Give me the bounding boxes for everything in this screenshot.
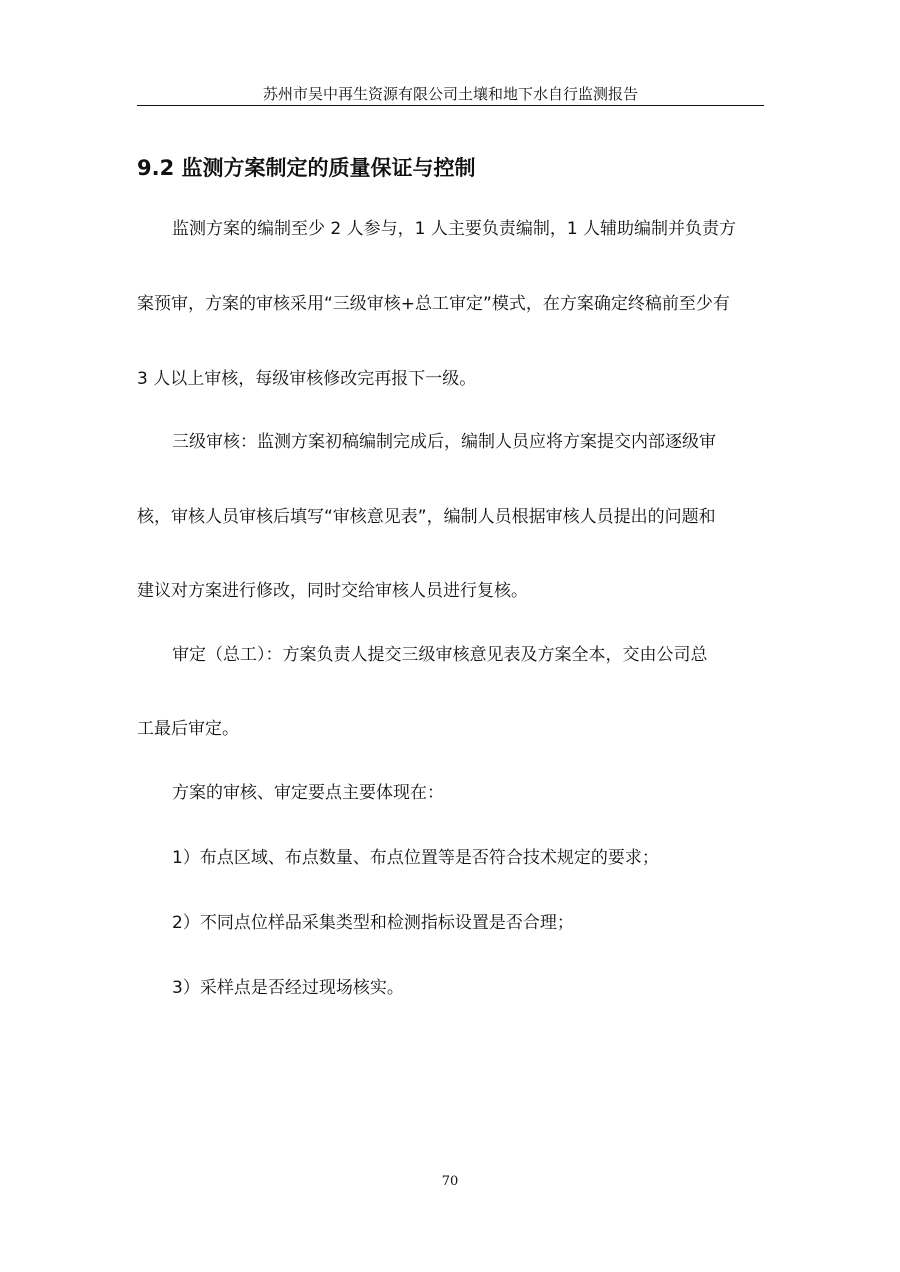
list-item: 2）不同点位样品采集类型和检测指标设置是否合理； — [172, 913, 574, 933]
body-line: 工最后审定。 — [137, 719, 239, 739]
body-line: 建议对方案进行修改，同时交给审核人员进行复核。 — [137, 581, 528, 601]
body-line: 核，审核人员审核后填写“审核意见表”，编制人员根据审核人员提出的问题和 — [137, 507, 716, 527]
list-item: 3）采样点是否经过现场核实。 — [172, 978, 404, 998]
document-header: 苏州市吴中再生资源有限公司土壤和地下水自行监测报告 — [262, 85, 638, 103]
header-divider — [137, 105, 764, 106]
page-number: 70 — [441, 1174, 459, 1189]
body-line: 审定（总工）：方案负责人提交三级审核意见表及方案全本，交由公司总 — [172, 645, 708, 665]
body-line: 三级审核：监测方案初稿编制完成后，编制人员应将方案提交内部逐级审 — [172, 432, 716, 452]
body-line: 案预审，方案的审核采用“三级审核+总工审定”模式，在方案确定终稿前至少有 — [137, 294, 730, 314]
section-title: 9.2 监测方案制定的质量保证与控制 — [137, 156, 476, 180]
body-line: 3 人以上审核，每级审核修改完再报下一级。 — [137, 369, 477, 389]
list-item: 1）布点区域、布点数量、布点位置等是否符合技术规定的要求； — [172, 848, 659, 868]
body-line: 监测方案的编制至少 2 人参与，1 人主要负责编制，1 人辅助编制并负责方 — [172, 219, 737, 239]
body-line: 方案的审核、审定要点主要体现在： — [172, 783, 444, 803]
